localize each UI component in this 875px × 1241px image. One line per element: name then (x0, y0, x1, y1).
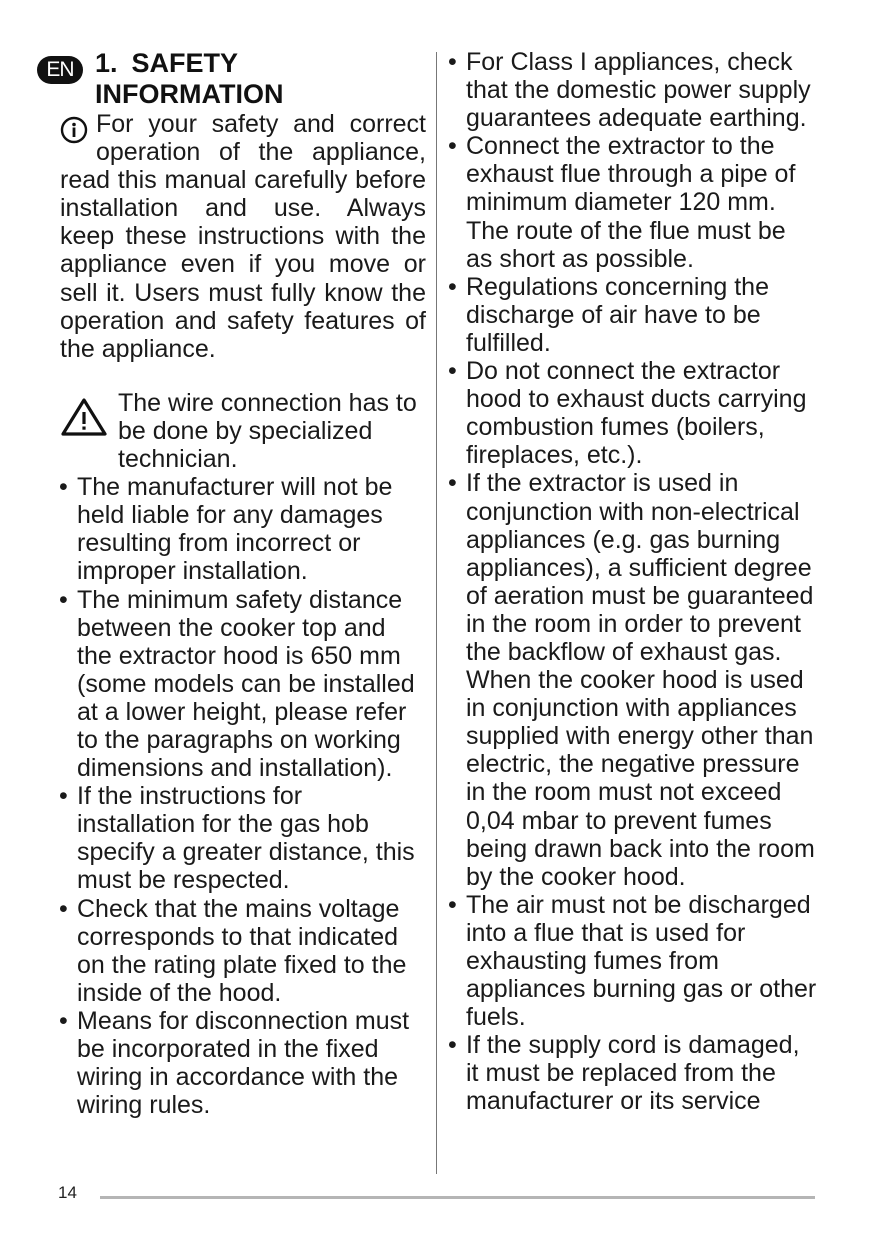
warning-icon (60, 397, 108, 443)
right-bullet-list (448, 48, 818, 1116)
list-item: • Do not connect the extractor hood to exhaust ducts carrying combustion fumes (boilers, fireplaces, etc.). (448, 357, 818, 469)
list-item: • If the extractor is used in conjunction with non-electrical appliances (e.g. gas burning appliances), a sufficient degree of aeration must be guaranteed in the room in order to prevent the backflow of exhaust gas. When the cooker hood is used in conjunction with appliances supplied with energy other than electric, the negative pressure in the room must not exceed 0,04 mbar to prevent fumes being drawn back into the room by the cooker hood. (448, 469, 818, 890)
warning-text: The wire connection has to be done by specialized technician. (118, 388, 417, 474)
list-item: • The manufacturer will not be held liable for any damages resulting from incorrect or improper installation. (59, 473, 426, 585)
list-item: • Means for disconnection must be incorporated in the fixed wiring in accordance with the wiring rules. (59, 1007, 426, 1119)
info-icon (60, 110, 90, 166)
list-item: • For Class I appliances, check that the domestic power supply guarantees adequate earthing. (448, 48, 818, 132)
right-column (448, 48, 818, 1116)
column-divider (436, 52, 437, 1174)
language-badge: EN (37, 56, 83, 84)
intro-paragraph (60, 110, 426, 363)
section-number: 1. (95, 48, 118, 78)
left-column (60, 110, 426, 1119)
page-number: 14 (58, 1183, 77, 1202)
section-heading (95, 48, 425, 110)
list-item: • If the supply cord is damaged, it must be replaced from the manufacturer or its service (448, 1031, 818, 1115)
list-item: • If the instructions for installation for the gas hob specify a greater distance, this must be respected. (59, 782, 426, 894)
left-bullet-list (59, 473, 426, 1119)
list-item: • Check that the mains voltage corresponds to that indicated on the rating plate fixed to the inside of the hood. (59, 895, 426, 1007)
list-item: • The minimum safety distance between the cooker top and the extractor hood is 650 mm (some models can be installed at a lower height, please refer to the paragraphs on working dimensions and installation). (59, 586, 426, 783)
list-item: • The air must not be discharged into a flue that is used for exhausting fumes from appliances burning gas or other fuels. (448, 891, 818, 1031)
list-item: • Regulations concerning the discharge of air have to be fulfilled. (448, 273, 818, 357)
footer-rule (100, 1196, 815, 1199)
intro-text: For your safety and correct operation of the appliance, read this manual carefully before installation and use. Always keep these instructions with the appliance even if you move or sell it. Users must fully know the operation and safety features of the appliance. (60, 110, 426, 363)
list-item: • Connect the extractor to the exhaust flue through a pipe of minimum diameter 120 mm. The route of the flue must be as short as possible. (448, 132, 818, 272)
section-title: SAFETY INFORMATION (95, 48, 284, 109)
warning-block (60, 389, 426, 473)
